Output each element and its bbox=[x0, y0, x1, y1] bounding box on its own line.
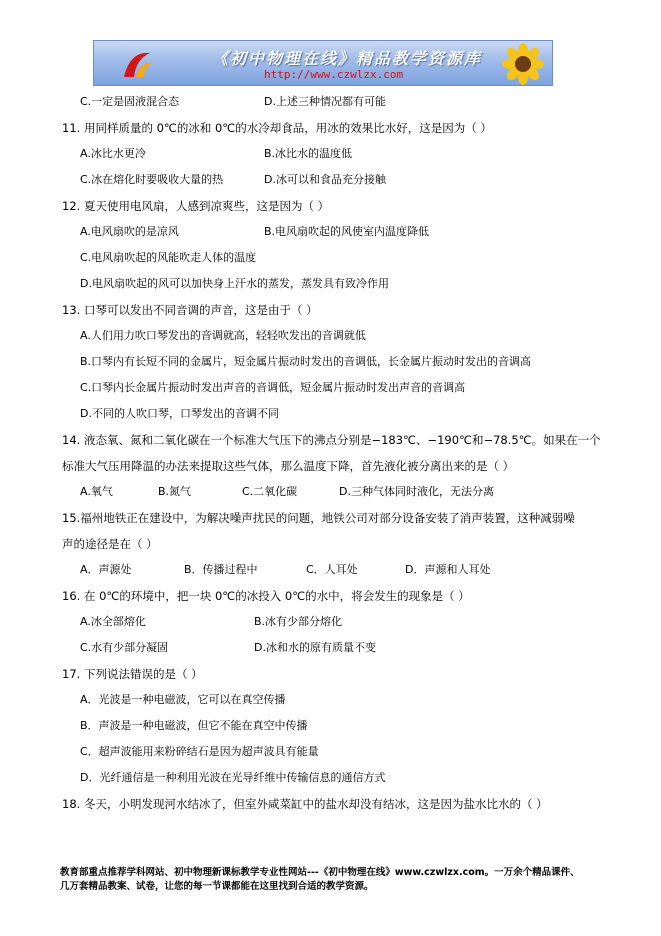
question-12: 12. 夏天使用电风扇，人感到凉爽些，这是因为（ ） bbox=[62, 199, 330, 213]
sunflower-icon bbox=[498, 43, 548, 85]
q17-option-b: B．声波是一种电磁波，但它不能在真空中传播 bbox=[80, 719, 308, 732]
q15-option-a: A．声源处 bbox=[80, 563, 132, 576]
q14-option-b: B.氮气 bbox=[158, 485, 192, 498]
banner-url[interactable]: http://www.czwlzx.com bbox=[264, 68, 404, 81]
q17-option-c: C．超声波能用来粉碎结石是因为超声波具有能量 bbox=[80, 745, 319, 758]
q14-option-c: C.二氧化碳 bbox=[242, 485, 298, 498]
q10-option-d: D.上述三种情况都有可能 bbox=[264, 95, 386, 108]
q13-option-d: D.不同的人吹口琴，口琴发出的音调不同 bbox=[80, 407, 279, 420]
q12-option-c: C.电风扇吹起的风能吹走人体的温度 bbox=[80, 251, 257, 264]
header-banner bbox=[93, 40, 553, 86]
q16-option-d: D.冰和水的原有质量不变 bbox=[254, 641, 376, 654]
q14-option-a: A.氧气 bbox=[80, 485, 113, 498]
question-15-line2: 声的途径是在（ ） bbox=[62, 537, 158, 551]
q10-option-c: C.一定是固液混合态 bbox=[80, 95, 180, 108]
q17-option-a: A．光波是一种电磁波，它可以在真空传播 bbox=[80, 693, 286, 706]
q11-option-b: B.冰比水的温度低 bbox=[264, 147, 353, 160]
q12-option-b: B.电风扇吹起的风使室内温度降低 bbox=[264, 225, 430, 238]
q13-option-a: A.人们用力吹口琴发出的音调就高，轻轻吹发出的音调就低 bbox=[80, 329, 366, 342]
question-13: 13. 口琴可以发出不同音调的声音，这是由于（ ） bbox=[62, 303, 318, 317]
q12-option-a: A.电风扇吹的是凉风 bbox=[80, 225, 179, 238]
q14-option-d: D.三种气体同时液化，无法分离 bbox=[339, 485, 494, 498]
question-18: 18. 冬天，小明发现河水结冰了，但室外咸菜缸中的盐水却没有结冰，这是因为盐水比水的（ ） bbox=[62, 797, 548, 811]
q11-option-d: D.冰可以和食品充分接触 bbox=[264, 173, 386, 186]
q16-option-c: C.水有少部分凝固 bbox=[80, 641, 169, 654]
q16-option-a: A.冰全部熔化 bbox=[80, 615, 146, 628]
footer-line-2: 几万套精品教案、试卷，让您的每一节课都能在这里找到合适的教学资源。 bbox=[60, 881, 374, 892]
q15-option-b: B．传播过程中 bbox=[184, 563, 258, 576]
question-14-line1: 14. 液态氧、氮和二氧化碳在一个标准大气压下的沸点分别是−183℃、−190℃和−78.5℃。如果在一个 bbox=[62, 433, 601, 447]
logo-icon bbox=[120, 47, 156, 81]
q12-option-d: D.电风扇吹起的风可以加快身上汗水的蒸发，蒸发具有致冷作用 bbox=[80, 277, 389, 290]
q13-option-c: C.口琴内长金属片振动时发出声音的音调低，短金属片振动时发出声音的音调高 bbox=[80, 381, 466, 394]
question-17: 17. 下列说法错误的是（ ） bbox=[62, 667, 203, 681]
q15-option-d: D．声源和人耳处 bbox=[405, 563, 491, 576]
question-16: 16. 在 0℃的环境中，把一块 0℃的冰投入 0℃的水中，将会发生的现象是（ ） bbox=[62, 589, 470, 603]
q11-option-c: C.冰在熔化时要吸收大量的热 bbox=[80, 173, 224, 186]
q17-option-d: D．光纤通信是一种利用光波在光导纤维中传输信息的通信方式 bbox=[80, 771, 386, 784]
question-15-line1: 15.福州地铁正在建设中，为解决噪声扰民的问题，地铁公司对部分设备安装了消声装置，这种减弱噪 bbox=[62, 511, 575, 525]
question-11: 11. 用同样质量的 0℃的冰和 0℃的水冷却食品，用冰的效果比水好，这是因为（ ） bbox=[62, 121, 492, 135]
question-14-line2: 标准大气压用降温的办法来提取这些气体，那么温度下降，首先液化被分离出来的是（ ） bbox=[62, 459, 515, 473]
q15-option-c: C．人耳处 bbox=[306, 563, 358, 576]
q11-option-a: A.冰比水更冷 bbox=[80, 147, 146, 160]
banner-title: 《初中物理在线》精品教学资源库 bbox=[212, 49, 483, 68]
q16-option-b: B.冰有少部分熔化 bbox=[254, 615, 343, 628]
footer-line-1: 教育部重点推荐学科网站、初中物理新课标教学专业性网站---《初中物理在线》www.czwlzx.com。一万余个精品课件、 bbox=[60, 867, 580, 878]
q13-option-b: B.口琴内有长短不同的金属片，短金属片振动时发出的音调低，长金属片振动时发出的音调高 bbox=[80, 355, 532, 368]
